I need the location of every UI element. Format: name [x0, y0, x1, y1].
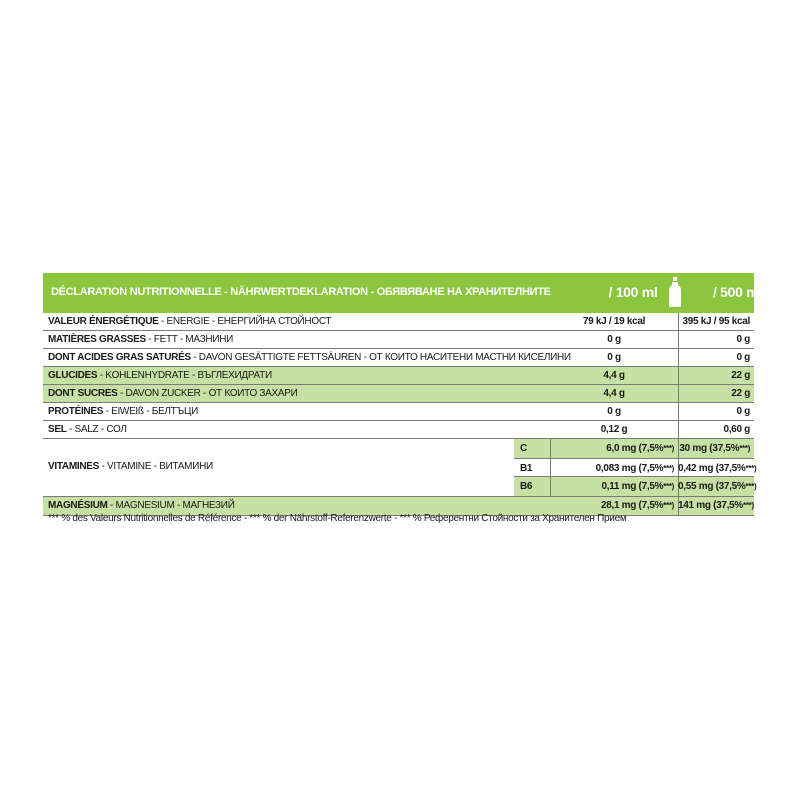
table-row: [43, 331, 754, 349]
value-500ml: 0 g: [736, 406, 750, 417]
row-label: PROTÉINES - EIWEIß - БЕЛТЪЦИ: [48, 406, 199, 417]
vitamin-row-c: [514, 439, 754, 458]
value-100ml: 0,12 g: [600, 424, 628, 435]
value-100ml: 0,083 mg (7,5%***): [595, 463, 674, 474]
value-500ml: 0,42 mg (37,5%***): [678, 463, 757, 474]
footnote: *** % des Valeurs Nutritionnelles de Référence - *** % der Nährstoff-Referenzwerte - *** % Референтни Стойности за Хранителен Прием: [48, 513, 627, 524]
row-label: DONT ACIDES GRAS SATURÉS - DAVON GESÄTTIGTE FETTSÄUREN - ОТ КОИТО НАСИТЕНИ МАСТНИ КИСЕЛИНИ: [48, 352, 571, 363]
value-500ml: 0,55 mg (37,5%***): [678, 481, 757, 492]
value-100ml: 79 kJ / 19 kcal: [582, 316, 646, 327]
table-row: [43, 421, 754, 439]
value-500ml: 0 g: [736, 352, 750, 363]
value-500ml: 0,60 g: [723, 424, 750, 435]
vitamin-letter: B1: [520, 463, 533, 474]
row-label: MAGNÉSIUM - MAGNESIUM - МАГНЕЗИЙ: [48, 500, 235, 511]
value-100ml: 0 g: [607, 334, 621, 345]
header-per-500ml: / 500 ml: [713, 284, 762, 300]
value-100ml: 28,1 mg (7,5%***): [600, 500, 674, 511]
bottle-icon: [669, 277, 681, 307]
vitamin-letter: C: [520, 443, 527, 454]
value-500ml: 30 mg (37,5%***): [679, 443, 750, 454]
value-100ml: 0 g: [607, 406, 621, 417]
nutrition-table: [43, 273, 762, 516]
vitamins-label: VITAMINES - VITAMINE - ВИТАМИНИ: [48, 461, 213, 472]
value-500ml: 22 g: [731, 388, 750, 399]
vitamin-row-b1: [514, 458, 757, 477]
vitamin-row-b6: [514, 477, 757, 496]
vitamin-letter: B6: [520, 481, 533, 492]
table-row: [43, 313, 754, 331]
value-100ml: 6,0 mg (7,5%***): [606, 443, 674, 454]
row-label: MATIÈRES GRASSES - FETT - МАЗНИНИ: [48, 334, 234, 345]
value-100ml: 0,11 mg (7,5%***): [601, 481, 674, 492]
table-header: [43, 273, 762, 313]
row-label: DONT SUCRES - DAVON ZUCKER - ОТ КОИТО ЗАХАРИ: [48, 388, 298, 399]
value-100ml: 0 g: [607, 352, 621, 363]
table-row: [43, 385, 754, 403]
value-500ml: 22 g: [731, 370, 750, 381]
value-100ml: 4,4 g: [603, 370, 625, 381]
value-500ml: 141 mg (37,5%***): [678, 500, 754, 511]
table-row: [43, 367, 754, 385]
value-100ml: 4,4 g: [603, 388, 625, 399]
table-row: [43, 349, 754, 367]
row-label: GLUCIDES - KOHLENHYDRATE - ВЪГЛЕХИДРАТИ: [48, 370, 272, 381]
header-per-100ml: / 100 ml: [608, 284, 658, 300]
row-label: VALEUR ÉNERGÉTIQUE - ENERGIE - ЕНЕРГИЙНА СТОЙНОСТ: [48, 316, 332, 327]
value-500ml: 395 kJ / 95 kcal: [682, 316, 750, 327]
header-title: DÉCLARATION NUTRITIONNELLE - NÄHRWERTDEKLARATION - ОБЯВЯВАНЕ НА ХРАНИТЕЛНИТЕ: [51, 286, 551, 298]
vitamins-block: [43, 439, 757, 497]
table-row: [43, 403, 754, 421]
value-500ml: 0 g: [736, 334, 750, 345]
row-label: SEL - SALZ - СОЛ: [48, 424, 127, 435]
